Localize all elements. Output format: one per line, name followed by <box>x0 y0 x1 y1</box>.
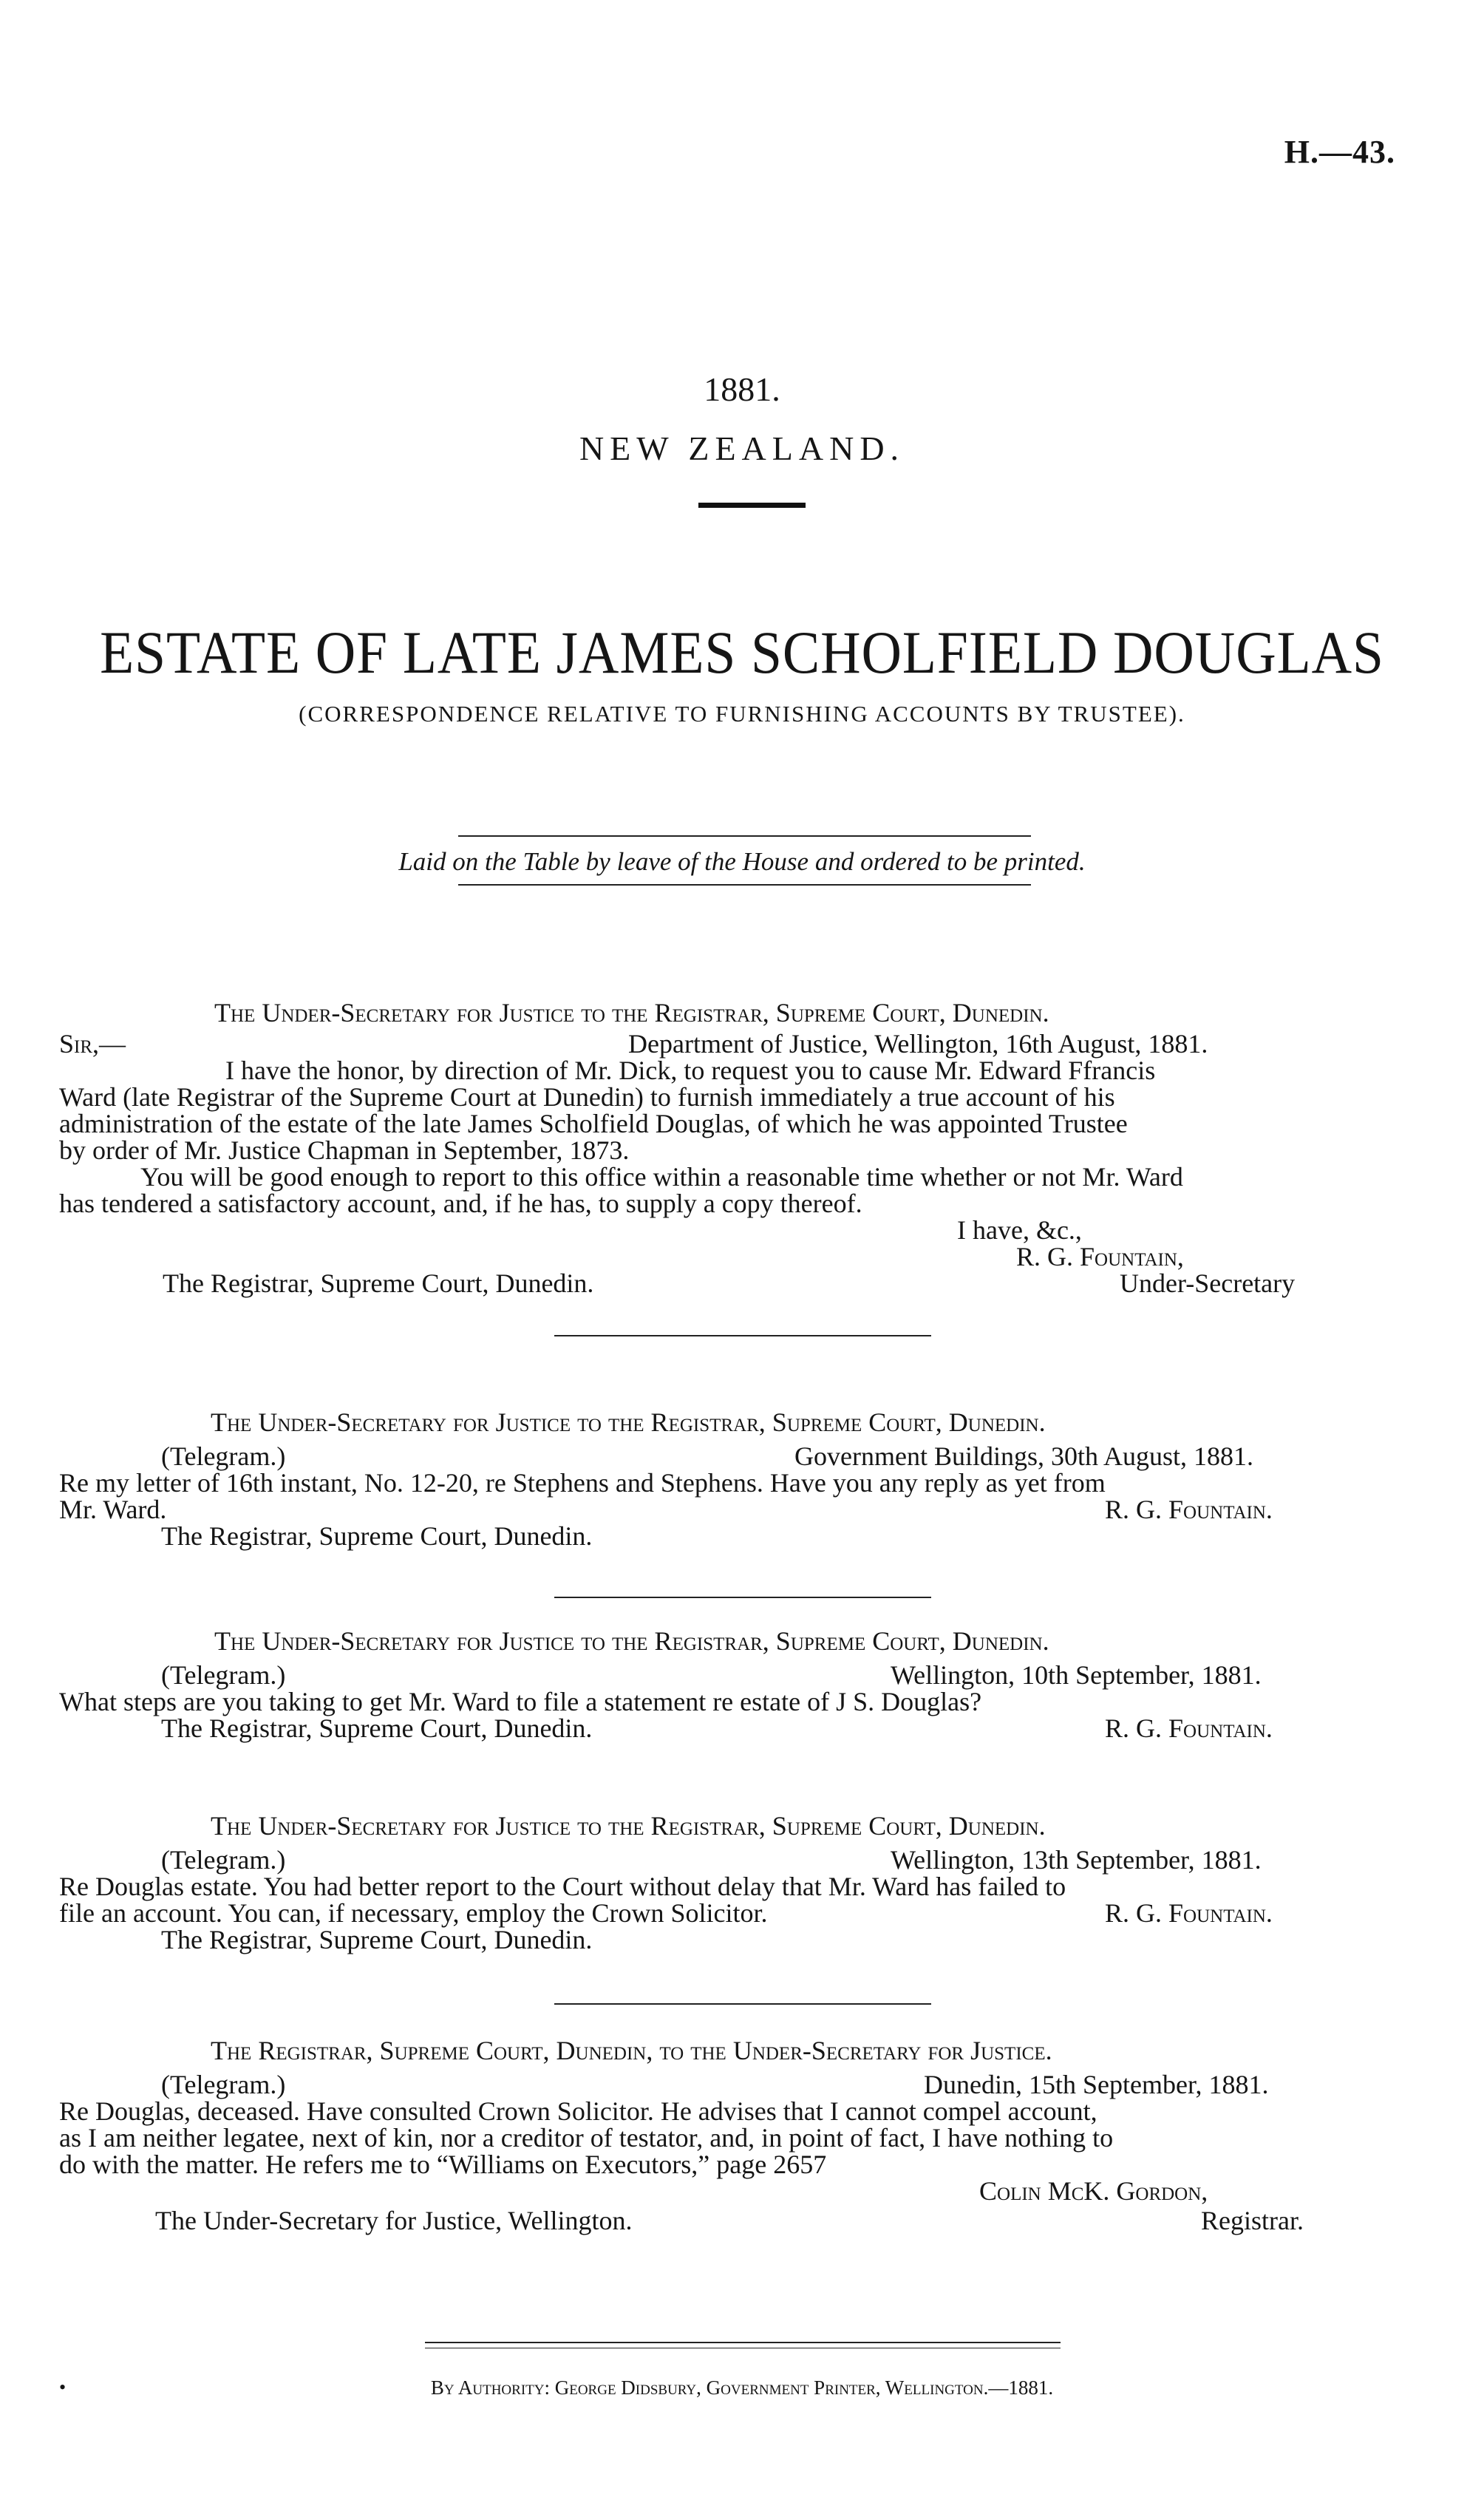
letter-body-line: has tendered a satisfactory account, and, if he has, to supply a copy thereof. <box>59 1189 862 1218</box>
letter-salutation: Sir,— <box>59 1029 126 1059</box>
letter-dateline: Dunedin, 15th September, 1881. <box>924 2070 1269 2099</box>
section-divider <box>554 1335 931 1336</box>
laid-bottom-rule <box>458 884 1031 886</box>
letter-heading: The Under-Secretary for Justice to the Registrar, Supreme Court, Dunedin. <box>211 1407 1046 1437</box>
document-year: 1881. <box>704 370 780 408</box>
section-divider <box>554 2003 931 2005</box>
signer-title: Under-Secretary <box>1120 1268 1296 1298</box>
document-country: NEW ZEALAND. <box>579 429 905 467</box>
letter-address: The Registrar, Supreme Court, Dunedin. <box>161 1713 593 1743</box>
letter-body-line: as I am neither legatee, next of kin, nor a creditor of testator, and, in point of fact, I have nothing to <box>59 2123 1114 2153</box>
letter-heading: The Under-Secretary for Justice to the Registrar, Supreme Court, Dunedin. <box>214 1626 1049 1656</box>
letter-dateline: Department of Justice, Wellington, 16th August, 1881. <box>628 1029 1208 1059</box>
letter-address: The Registrar, Supreme Court, Dunedin. <box>161 1521 593 1551</box>
letter-dateline: Wellington, 10th September, 1881. <box>891 1660 1262 1690</box>
signer-title: Registrar. <box>1201 2206 1304 2235</box>
letter-closing: I have, &c., <box>957 1215 1082 1245</box>
telegram-label: (Telegram.) <box>161 1845 286 1875</box>
letter-dateline: Government Buildings, 30th August, 1881. <box>794 1441 1253 1471</box>
letter-heading: The Registrar, Supreme Court, Dunedin, to the Under-Secretary for Justice. <box>211 2036 1052 2065</box>
telegram-label: (Telegram.) <box>161 1660 286 1690</box>
page-reference: H.—43. <box>1284 134 1395 170</box>
title-divider <box>698 503 806 508</box>
footer-rule <box>425 2342 1061 2343</box>
laid-on-table-note: Laid on the Table by leave of the House and ordered to be printed. <box>398 847 1086 876</box>
section-divider <box>554 1597 931 1598</box>
letter-signature: R. G. Fountain. <box>1105 1713 1273 1743</box>
letter-body-line: Mr. Ward. <box>59 1495 167 1524</box>
letter-body-line: Ward (late Registrar of the Supreme Court at Dunedin) to furnish immediately a true account of his <box>59 1082 1115 1112</box>
telegram-label: (Telegram.) <box>161 1441 286 1471</box>
letter-body-line: You will be good enough to report to this office within a reasonable time whether or not Mr. Ward <box>140 1162 1183 1192</box>
letter-body-line: Re Douglas, deceased. Have consulted Crown Solicitor. He advises that I cannot compel account, <box>59 2096 1097 2126</box>
document-title: ESTATE OF LATE JAMES SCHOLFIELD DOUGLAS <box>100 619 1384 686</box>
letter-dateline: Wellington, 13th September, 1881. <box>891 1845 1262 1875</box>
letter-signature: R. G. Fountain. <box>1105 1898 1273 1928</box>
letter-body-line: administration of the estate of the late James Scholfield Douglas, of which he was appointed Trustee <box>59 1109 1128 1138</box>
letter-body-line: What steps are you taking to get Mr. Ward to file a statement re estate of J S. Douglas? <box>59 1687 982 1716</box>
laid-top-rule <box>458 835 1031 837</box>
letter-signature: Colin McK. Gordon, <box>979 2176 1208 2206</box>
printer-imprint: By Authority: George Didsbury, Government Printer, Wellington.—1881. <box>430 2377 1054 2399</box>
letter-address: The Under-Secretary for Justice, Wellington. <box>155 2206 633 2235</box>
letter-body-line: Re my letter of 16th instant, No. 12-20, re Stephens and Stephens. Have you any reply as yet from <box>59 1468 1106 1498</box>
letter-address: The Registrar, Supreme Court, Dunedin. <box>161 1925 593 1954</box>
letter-body-line: do with the matter. He refers me to “Williams on Executors,” page 2657 <box>59 2150 827 2179</box>
telegram-label: (Telegram.) <box>161 2070 286 2099</box>
letter-heading: The Under-Secretary for Justice to the Registrar, Supreme Court, Dunedin. <box>214 998 1049 1027</box>
letter-heading: The Under-Secretary for Justice to the Registrar, Supreme Court, Dunedin. <box>211 1811 1046 1841</box>
letter-signature: R. G. Fountain. <box>1105 1495 1273 1524</box>
letter-body-line: by order of Mr. Justice Chapman in September, 1873. <box>59 1135 630 1165</box>
letter-body-line: file an account. You can, if necessary, employ the Crown Solicitor. <box>59 1898 768 1928</box>
letter-body-line: Re Douglas estate. You had better report to the Court without delay that Mr. Ward has failed to <box>59 1872 1066 1901</box>
document-subtitle: (CORRESPONDENCE RELATIVE TO FURNISHING ACCOUNTS BY TRUSTEE). <box>299 701 1185 727</box>
margin-bullet: • <box>59 2377 67 2398</box>
letter-address: The Registrar, Supreme Court, Dunedin. <box>163 1268 594 1298</box>
letter-signature: R. G. Fountain, <box>1016 1242 1184 1271</box>
letter-body-line: I have the honor, by direction of Mr. Dick, to request you to cause Mr. Edward Ffrancis <box>225 1056 1156 1085</box>
